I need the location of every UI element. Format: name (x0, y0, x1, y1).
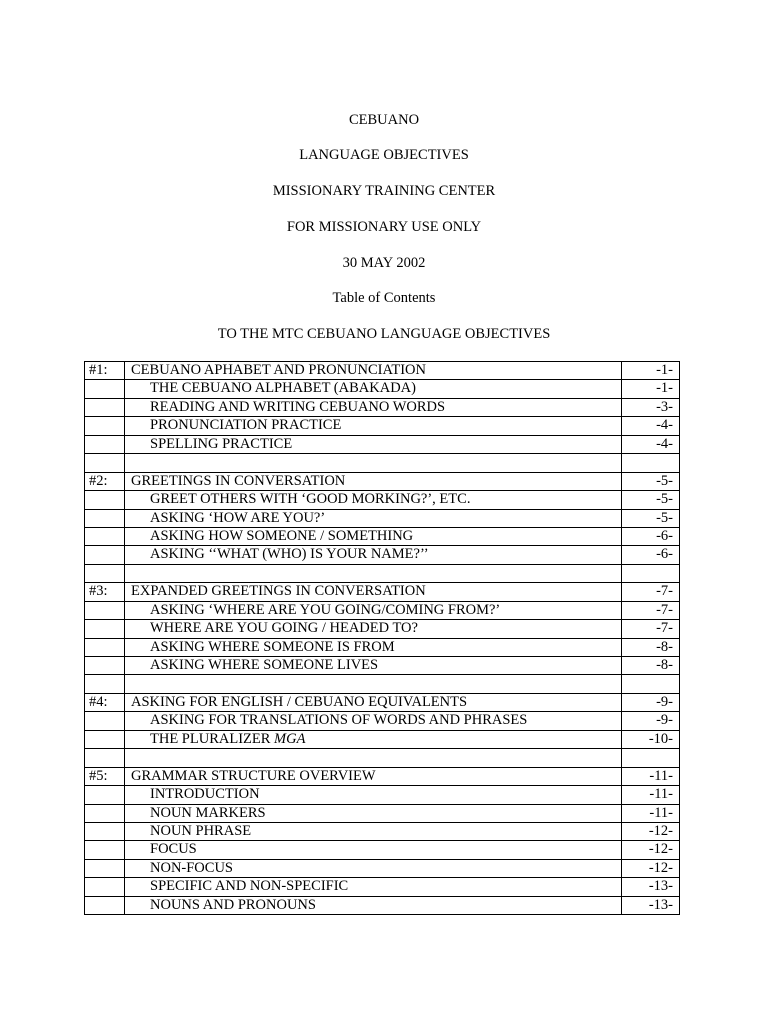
page-number-cell (622, 823, 680, 840)
number-cell (85, 712, 125, 729)
item-title-cell (125, 878, 622, 895)
toc-item-row (85, 620, 680, 638)
item-title-cell (125, 602, 622, 619)
section-title-cell (125, 583, 622, 600)
number-cell (85, 749, 125, 766)
page-number-cell (622, 749, 680, 766)
title-cell (125, 675, 622, 692)
item-title-cell (125, 657, 622, 674)
item-title-cell (125, 399, 622, 416)
page-number-cell (622, 454, 680, 471)
item-page-number: -1- (656, 380, 673, 397)
page-number-cell (622, 675, 680, 692)
item-page-number: -4- (656, 417, 673, 434)
number-cell (85, 786, 125, 803)
item-page-number: -6- (656, 546, 673, 563)
toc-item-row (85, 417, 680, 435)
item-title-cell (125, 380, 622, 397)
title-cell (125, 749, 622, 766)
section-title: ASKING FOR ENGLISH / CEBUANO EQUIVALENTS (131, 693, 468, 710)
page-number-cell (622, 528, 680, 545)
item-title: THE PLURALIZER (150, 730, 271, 747)
number-cell (85, 565, 125, 582)
page-number-cell (622, 510, 680, 527)
item-title-cell (125, 436, 622, 453)
number-cell (85, 380, 125, 397)
item-page-number: -10- (648, 730, 673, 747)
number-cell (85, 602, 125, 619)
toc-item-row (85, 639, 680, 657)
item-title-cell (125, 417, 622, 434)
item-title: SPELLING PRACTICE (150, 435, 293, 452)
section-number: #4: (89, 693, 108, 710)
organization-name: MISSIONARY TRAINING CENTER (272, 183, 496, 199)
item-page-number: -8- (656, 638, 673, 655)
item-title-cell (125, 620, 622, 637)
item-page-number: -3- (656, 398, 673, 415)
document-subtitle: LANGUAGE OBJECTIVES (299, 147, 469, 163)
item-page-number: -12- (648, 822, 673, 839)
number-cell (85, 675, 125, 692)
item-title-cell (125, 491, 622, 508)
section-number: #2: (89, 472, 108, 489)
page-number-cell (622, 712, 680, 729)
page-number-cell (622, 639, 680, 656)
section-number: #5: (89, 767, 108, 784)
toc-section-row (85, 768, 680, 786)
toc-item-row (85, 823, 680, 841)
item-page-number: -11- (649, 786, 673, 803)
number-cell (85, 454, 125, 471)
section-title: EXPANDED GREETINGS IN CONVERSATION (131, 583, 426, 600)
toc-section-row (85, 473, 680, 491)
section-page-number: -11- (649, 767, 673, 784)
toc-blank-row (85, 565, 680, 583)
item-title: NOUN PHRASE (150, 822, 252, 839)
page-number-cell (622, 805, 680, 822)
page-number-cell (622, 657, 680, 674)
toc-item-row (85, 860, 680, 878)
item-title: INTRODUCTION (150, 786, 260, 803)
page-number-cell (622, 731, 680, 748)
page-number-cell (622, 768, 680, 785)
toc-item-row (85, 897, 680, 915)
toc-item-row (85, 546, 680, 564)
item-title: ASKING ‘WHERE ARE YOU GOING/COMING FROM?’ (150, 601, 501, 618)
number-cell (85, 620, 125, 637)
toc-subheading: TO THE MTC CEBUANO LANGUAGE OBJECTIVES (217, 326, 551, 342)
table-of-contents (84, 361, 680, 915)
item-page-number: -7- (656, 601, 673, 618)
item-title: PRONUNCIATION PRACTICE (150, 417, 342, 434)
section-number-cell (85, 362, 125, 379)
item-title-cell (125, 823, 622, 840)
item-title: ASKING ‘HOW ARE YOU?’ (150, 509, 326, 526)
number-cell (85, 528, 125, 545)
item-title-cell (125, 731, 622, 748)
item-title: ASKING FOR TRANSLATIONS OF WORDS AND PHRASES (150, 712, 528, 729)
item-title-cell (125, 786, 622, 803)
item-title-cell (125, 546, 622, 563)
item-page-number: -12- (648, 841, 673, 858)
section-title-cell (125, 768, 622, 785)
number-cell (85, 841, 125, 858)
number-cell (85, 639, 125, 656)
section-number: #3: (89, 583, 108, 600)
number-cell (85, 897, 125, 914)
toc-item-row (85, 841, 680, 859)
section-title: GREETINGS IN CONVERSATION (131, 472, 346, 489)
item-page-number: -12- (648, 859, 673, 876)
usage-notice: FOR MISSIONARY USE ONLY (286, 219, 482, 235)
toc-item-row (85, 399, 680, 417)
number-cell (85, 731, 125, 748)
page-number-cell (622, 602, 680, 619)
page-number-cell (622, 417, 680, 434)
toc-item-row (85, 602, 680, 620)
item-title-cell (125, 510, 622, 527)
item-title-cell (125, 805, 622, 822)
item-title: READING AND WRITING CEBUANO WORDS (150, 398, 446, 415)
item-page-number: -8- (656, 657, 673, 673)
section-title: CEBUANO APHABET AND PRONUNCIATION (131, 362, 426, 378)
number-cell (85, 878, 125, 895)
section-title-cell (125, 694, 622, 711)
section-page-number: -7- (656, 583, 673, 600)
toc-heading: Table of Contents (332, 290, 436, 306)
item-page-number: -11- (649, 804, 673, 821)
page-number-cell (622, 546, 680, 563)
section-title: GRAMMAR STRUCTURE OVERVIEW (131, 767, 376, 784)
number-cell (85, 823, 125, 840)
title-cell (125, 454, 622, 471)
toc-item-row (85, 380, 680, 398)
number-cell (85, 805, 125, 822)
page-number-cell (622, 841, 680, 858)
page-number-cell (622, 491, 680, 508)
page-number-cell (622, 694, 680, 711)
page-number-cell (622, 399, 680, 416)
number-cell (85, 491, 125, 508)
item-title-cell (125, 712, 622, 729)
section-number: #1: (89, 362, 108, 378)
toc-blank-row (85, 454, 680, 472)
page-number-cell (622, 362, 680, 379)
page-number-cell (622, 473, 680, 490)
number-cell (85, 510, 125, 527)
item-page-number: -6- (656, 527, 673, 544)
page-number-cell (622, 897, 680, 914)
page-number-cell (622, 583, 680, 600)
item-title: ASKING HOW SOMEONE / SOMETHING (150, 527, 414, 544)
section-title-cell (125, 362, 622, 379)
item-title: NOUN MARKERS (150, 804, 266, 821)
page-number-cell (622, 786, 680, 803)
item-title-cell (125, 528, 622, 545)
toc-item-row (85, 878, 680, 896)
toc-blank-row (85, 675, 680, 693)
section-title-cell (125, 473, 622, 490)
item-title-cell (125, 639, 622, 656)
toc-section-row (85, 362, 680, 380)
page-number-cell (622, 436, 680, 453)
number-cell (85, 399, 125, 416)
item-title: WHERE ARE YOU GOING / HEADED TO? (150, 620, 418, 637)
toc-item-row (85, 528, 680, 546)
item-title: NOUNS AND PRONOUNS (150, 896, 316, 913)
item-title: ASKING WHERE SOMEONE LIVES (150, 657, 379, 673)
item-title-cell (125, 841, 622, 858)
page-number-cell (622, 620, 680, 637)
toc-item-row (85, 436, 680, 454)
document-date: 30 MAY 2002 (342, 255, 426, 271)
item-title: THE CEBUANO ALPHABET (ABAKADA) (150, 380, 416, 397)
item-title: FOCUS (150, 841, 197, 858)
number-cell (85, 860, 125, 877)
item-title: GREET OTHERS WITH ‘GOOD MORKING?’, ETC. (150, 491, 471, 508)
section-page-number: -5- (656, 472, 673, 489)
item-page-number: -13- (648, 896, 673, 913)
section-number-cell (85, 694, 125, 711)
item-title: NON-FOCUS (150, 859, 233, 876)
toc-section-row (85, 694, 680, 712)
page-number-cell (622, 565, 680, 582)
section-page-number: -1- (656, 362, 673, 378)
number-cell (85, 657, 125, 674)
item-page-number: -9- (656, 712, 673, 729)
page-number-cell (622, 380, 680, 397)
title-cell (125, 565, 622, 582)
section-page-number: -9- (656, 693, 673, 710)
toc-blank-row (85, 749, 680, 767)
toc-item-row (85, 510, 680, 528)
item-title-emphasis: MGA (274, 730, 306, 747)
page-number-cell (622, 860, 680, 877)
item-title: ASKING WHERE SOMEONE IS FROM (150, 638, 395, 655)
number-cell (85, 546, 125, 563)
item-title: ASKING ‘‘WHAT (WHO) IS YOUR NAME?’’ (150, 546, 429, 563)
number-cell (85, 417, 125, 434)
page-number-cell (622, 878, 680, 895)
section-number-cell (85, 473, 125, 490)
item-page-number: -5- (656, 491, 673, 508)
toc-item-row (85, 491, 680, 509)
item-page-number: -4- (656, 435, 673, 452)
toc-item-row (85, 786, 680, 804)
number-cell (85, 436, 125, 453)
item-page-number: -5- (656, 509, 673, 526)
toc-item-row (85, 805, 680, 823)
toc-section-row (85, 583, 680, 601)
item-title-cell (125, 897, 622, 914)
toc-item-row (85, 712, 680, 730)
section-number-cell (85, 768, 125, 785)
item-title-cell (125, 860, 622, 877)
item-page-number: -7- (656, 620, 673, 637)
document-title: CEBUANO (348, 112, 420, 128)
item-title: SPECIFIC AND NON-SPECIFIC (150, 878, 349, 895)
item-page-number: -13- (648, 878, 673, 895)
toc-item-row (85, 657, 680, 675)
section-number-cell (85, 583, 125, 600)
toc-item-row (85, 731, 680, 749)
